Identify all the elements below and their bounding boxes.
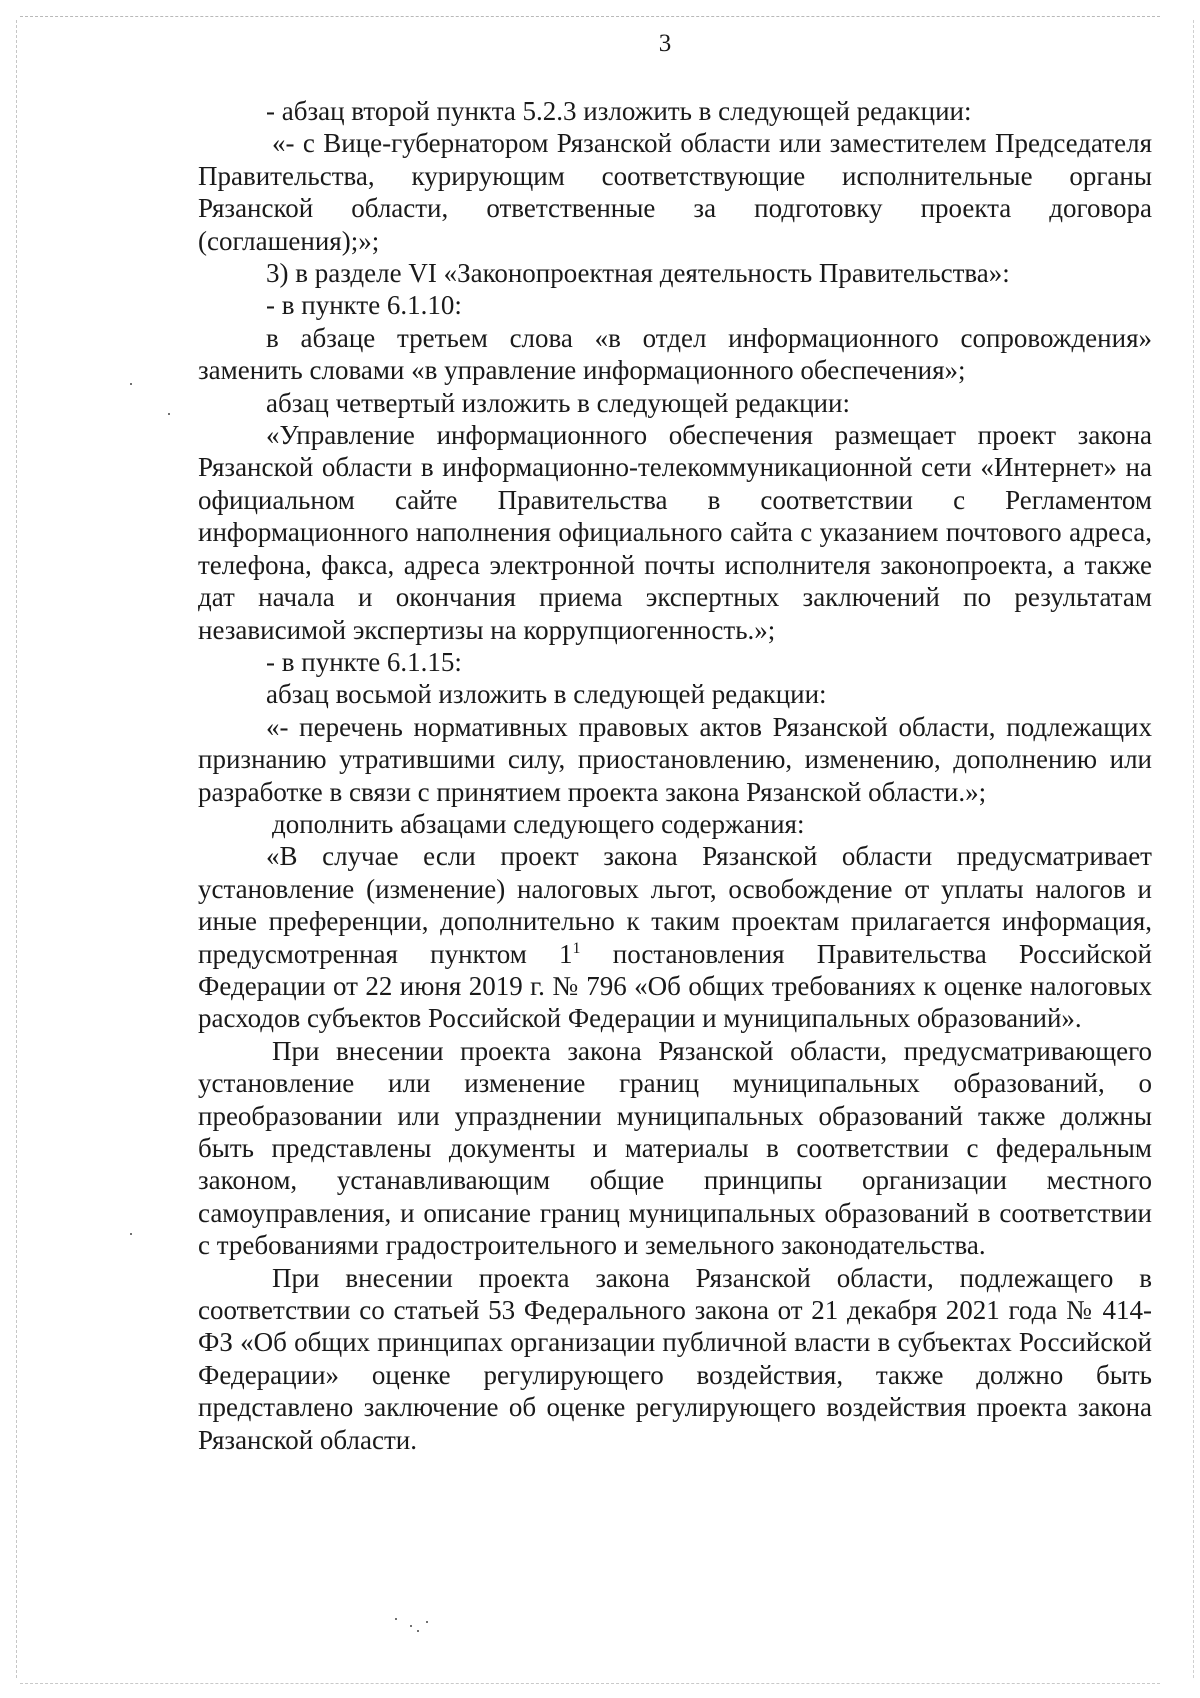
paragraph-quote-acts-list: «- перечень нормативных правовых актов Рязанской области, подлежащих признанию утратившими силу, приостановлению, изменению, дополнению или разработке в связи с принятием проекта закона Рязанской области.»;: [198, 711, 1152, 807]
scan-edge-left: [16, 20, 17, 1678]
scan-edge-top: [20, 16, 1160, 17]
paragraph-tax-benefits-part2: постановления Правительства Российской Федерации от 22 июня 2019 г. № 796 «Об общих требованиях к оценке налоговых расходов субъектов Российской Федерации и муниципальных образований».: [198, 938, 1152, 1034]
paragraph-section-vi: 3) в разделе VI «Законопроектная деятельность Правительства»:: [266, 258, 1010, 289]
scan-edge-right: [1193, 20, 1194, 1678]
paragraph-municipal-boundaries: При внесении проекта закона Рязанской области, предусматривающего установление или изменение границ муниципальных образований, о преобразовании или упразднении муниципальных образований также должны быть представлены документы и материалы в соответствии с федеральным законом, устанавливающим общие принципы организации местного самоуправления, и описание границ муниципальных образований в соответствии с требованиями градостроительного и земельного законодательства.: [198, 1035, 1152, 1261]
paragraph-item-6-1-15: - в пункте 6.1.15:: [266, 646, 462, 677]
scan-speck: [130, 383, 132, 385]
paragraph-amend-5-2-3: - абзац второй пункта 5.2.3 изложить в следующей редакции:: [266, 96, 972, 126]
document-body: [198, 95, 1152, 1456]
paragraph-quote-vice-governor: «- с Вице-губернатором Рязанской области или заместителем Председателя Правительства, курирующим соответствующие исполнительные органы Рязанской области, ответственные за подготовку проекта договора (соглашения);»;: [198, 128, 1152, 256]
scan-speck: [417, 1630, 419, 1632]
paragraph-regulatory-impact: При внесении проекта закона Рязанской области, подлежащего в соответствии со статьей 53 Федерального закона от 21 декабря 2021 года № 414-ФЗ «Об общих принципах организации публичной власти в субъектах Российской Федерации» оценке регулирующего воздействия, также должно быть представлено заключение об оценке регулирующего воздействия проекта закона Рязанской области.: [198, 1262, 1152, 1455]
paragraph-eighth-abzac: абзац восьмой изложить в следующей редакции:: [266, 679, 827, 710]
scan-speck: [130, 1233, 132, 1235]
paragraph-quote-info-department: «Управление информационного обеспечения размещает проект закона Рязанской области в информационно-телекоммуникационной сети «Интернет» на официальном сайте Правительства в соответствии с Регламентом информационного наполнения официального сайта с указанием почтового адреса, телефона, факса, адреса электронной почты исполнителя законопроекта, а также дат начала и окончания приема экспертных заключений по результатам независимой экспертизы на коррупциогенность.»;: [198, 420, 1152, 645]
scan-speck: [395, 1618, 397, 1620]
paragraph-add-abzacs: дополнить абзацами следующего содержания:: [272, 808, 805, 839]
scan-speck: [168, 413, 170, 415]
page-number: 3: [658, 30, 672, 57]
scan-speck: [410, 1625, 412, 1627]
superscript-one: 1: [572, 939, 581, 957]
paragraph-tax-benefits: [198, 840, 1152, 1034]
paragraph-tax-benefits-part1: «В случае если проект закона Рязанской области предусматривает установление (изменение) налоговых льгот, освобождение от уплаты налогов и иные преференции, дополнительно к таким проектам прилагается информация, предусмотренная пунктом 1: [198, 841, 1152, 969]
scan-speck: [426, 1621, 428, 1623]
paragraph-fourth-abzac: абзац четвертый изложить в следующей редакции:: [266, 387, 850, 418]
paragraph-replace-words: в абзаце третьем слова «в отдел информационного сопровождения» заменить словами «в управление информационного обеспечения»;: [198, 322, 1152, 386]
scan-edge-bottom: [20, 1683, 1160, 1684]
paragraph-item-6-1-10: - в пункте 6.1.10:: [266, 290, 462, 321]
